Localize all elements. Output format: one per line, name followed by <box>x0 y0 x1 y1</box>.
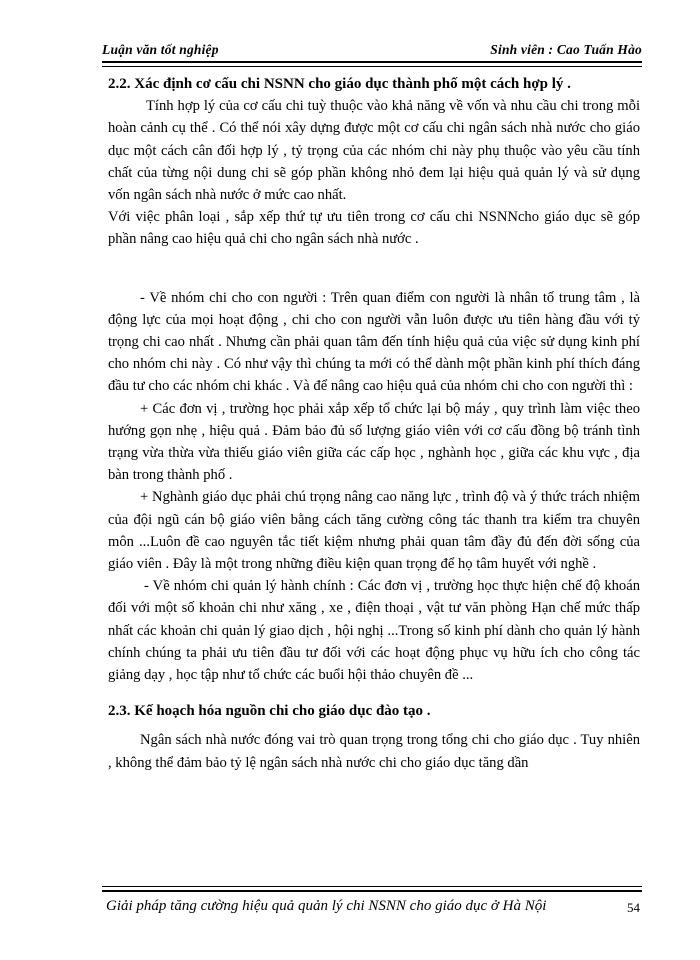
section-2-3-paragraph-1: Ngân sách nhà nước đóng vai trò quan trọng trong tổng chi cho giáo dục . Tuy nhiên , không thể đảm bảo tỷ lệ ngân sách nhà nước chi cho giáo dục tăng dần <box>108 732 640 771</box>
header-student-name: Sinh viên : Cao Tuấn Hào <box>490 42 642 57</box>
footer-thesis-title: Giải pháp tăng cường hiệu quả quản lý chi NSNN cho giáo dục ở Hà Nội <box>106 898 547 914</box>
section-2-2-paragraph-2: Với việc phân loại , sắp xếp thứ tự ưu tiên trong cơ cấu chi NSNNcho giáo dục sẽ góp phần nâng cao hiệu quả chi cho ngân sách nhà nước . <box>108 209 640 248</box>
footer-rule-thick <box>102 890 642 892</box>
section-2-2-heading: 2.2. Xác định cơ cấu chi NSNN cho giáo dục thành phố một cách hợp lý . <box>108 76 571 92</box>
admin-expense-paragraph: - Về nhóm chi quản lý hành chính : Các đơn vị , trường học thực hiện chế độ khoán đối với một số khoản chi như xăng , xe , điện thoại , vật tư văn phòng Hạn chế mức thấp nhất các khoản chi quản lý giao dịch , hội nghị ...Trong số kinh phí dành cho quản lý hành chính chúng ta phải ưu tiên đầu tư đối với các hoạt động phục vụ hữu ích cho công tác giảng dạy , học tập như tổ chức các buổi hội thảo chuyên đề ... <box>108 578 640 684</box>
page-body <box>108 73 640 774</box>
header-rule-thin <box>102 66 642 67</box>
footer-rule-thin <box>102 886 642 887</box>
header-rule-thick <box>102 61 642 63</box>
page-number: 54 <box>627 900 640 915</box>
bullet-restructure-paragraph: + Các đơn vị , trường học phải xắp xếp tổ chức lại bộ máy , quy trình làm việc theo hướng gọn nhẹ , hiệu quả . Đảm bảo đủ số lượng giáo viên với cơ cấu đồng bộ tránh tình trạng vừa thừa vừa thiếu giáo viên giữa các cấp học , nghành học , giữa các khu vực , địa bàn trong thành phố . <box>108 400 640 484</box>
section-2-3-heading: 2.3. Kế hoạch hóa nguồn chi cho giáo dục đào tạo . <box>108 703 431 720</box>
human-expense-paragraph: - Về nhóm chi cho con người : Trên quan điểm con người là nhân tố trung tâm , là động lực của mọi hoạt động , chi cho con người vẫn luôn được ưu tiên hàng đầu với tỷ trọng chi cao nhất . Nhưng cần phải quan tâm đến tính hiệu quả của việc sử dụng kinh phí cho nhóm chi này . Có như vậy thì chúng ta mới có thể dành một phần kinh phí thích đáng đầu tư cho các nhóm chi khác . Và để nâng cao hiệu quả của nhóm chi cho con người thì : <box>108 289 640 395</box>
section-2-2-paragraph-1: Tính hợp lý của cơ cấu chi tuỳ thuộc vào khả năng về vốn và nhu cầu chi trong mỗi hoàn cảnh cụ thể . Có thể nói xây dựng được một cơ cấu chi ngân sách nhà nước cho giáo dục một cách cân đối hợp lý , tỷ trọng của các nhóm chi này phụ thuộc vào yêu cầu tính chất của từng nội dung chi sẽ góp phần không nhỏ đem lại hiệu quả quản lý và sử dụng vốn ngân sách nhà nước ở mức cao nhất. <box>108 98 640 204</box>
page-header <box>102 38 642 60</box>
bullet-capacity-paragraph: + Nghành giáo dục phải chú trọng nâng cao năng lực , trình độ và ý thức trách nhiệm của đội ngũ cán bộ giáo viên bằng cách tăng cường công tác thanh tra kiểm tra chuyên môn ...Luôn đề cao nguyên tắc tiết kiệm nhưng phải quan tâm đầy đủ đến đời sống của giáo viên . Đây là một trong những điều kiện quan trọng để họ tâm huyết với nghề . <box>108 489 640 573</box>
header-thesis-label: Luận văn tốt nghiệp <box>102 42 219 57</box>
